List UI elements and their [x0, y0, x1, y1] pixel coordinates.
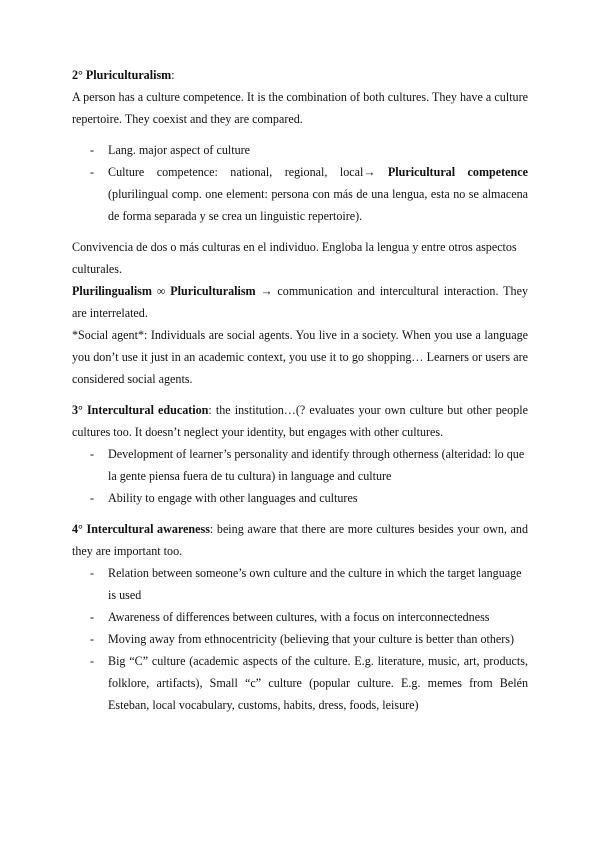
list-item: - Development of learner’s personality and identify through otherness (alteridad: lo que la gente piensa fuera de tu cultura) in language and culture [72, 443, 528, 487]
section-heading-pluriculturalism [72, 64, 528, 86]
awareness-text: : being aware that there are more cultures besides your own, and they are important too. [72, 522, 528, 558]
document-page [72, 64, 528, 716]
social-agent-paragraph: *Social agent*: Individuals are social agents. You live in a society. When you use a language you don’t use it just in an academic context, you use it to go shopping… Learners or users are considered social agents. [72, 328, 528, 386]
convivencia-paragraph: Convivencia de dos o más culturas en el individuo. Engloba la lengua y entre otros aspectos culturales. [72, 240, 517, 276]
relation-text: → communication and intercultural interaction. They are interrelated. [72, 284, 528, 320]
awareness-bullet-list [72, 562, 528, 716]
education-text: : the institution…(? evaluates your own culture but other people cultures too. It doesn’t neglect your identity, but engages with other cultures. [72, 403, 528, 439]
education-bullet-list [72, 443, 528, 509]
list-item [72, 161, 528, 227]
list-item: - Moving away from ethnocentricity (believing that your culture is better than others) [72, 628, 528, 650]
intercultural-education-paragraph [72, 399, 528, 443]
infinity-symbol: ∞ [151, 284, 171, 298]
bullet-text-pre: Culture competence: national, regional, local→ [108, 165, 388, 179]
intercultural-awareness-paragraph [72, 518, 528, 562]
list-item: - Relation between someone’s own culture and the culture in which the target language is used [72, 562, 528, 606]
section-heading-intercultural-education: 3° Intercultural education [72, 403, 209, 417]
bullet-bold-term: Pluricultural competence [387, 165, 528, 179]
relation-term-1: Plurilingualism [72, 284, 152, 298]
relation-paragraph [72, 280, 528, 324]
list-item: - Big “C” culture (academic aspects of the culture. E.g. literature, music, art, products, folklore, artifacts), Small “c” culture (popular culture. E.g. memes from Belén Esteban, local vocabulary, customs, habits, dress, foods, leisure) [72, 650, 528, 716]
heading-text: 2° Pluriculturalism [72, 68, 172, 82]
relation-term-2: Pluriculturalism [170, 284, 256, 298]
list-item: - Lang. major aspect of culture [72, 139, 528, 161]
pluri-intro-paragraph: A person has a culture competence. It is the combination of both cultures. They have a culture repertoire. They coexist and they are compared. [72, 90, 528, 126]
section-heading-intercultural-awareness: 4° Intercultural awareness [72, 522, 210, 536]
list-item: - Ability to engage with other languages and cultures [72, 487, 528, 509]
bullet-text-post: (plurilingual comp. one element: persona con más de una lengua, esta no se almacena de forma separada y se crea un linguistic repertoire). [108, 187, 528, 223]
heading-colon: : [171, 68, 175, 82]
pluri-bullet-list [72, 139, 528, 227]
list-item: - Awareness of differences between cultures, with a focus on interconnectedness [72, 606, 528, 628]
